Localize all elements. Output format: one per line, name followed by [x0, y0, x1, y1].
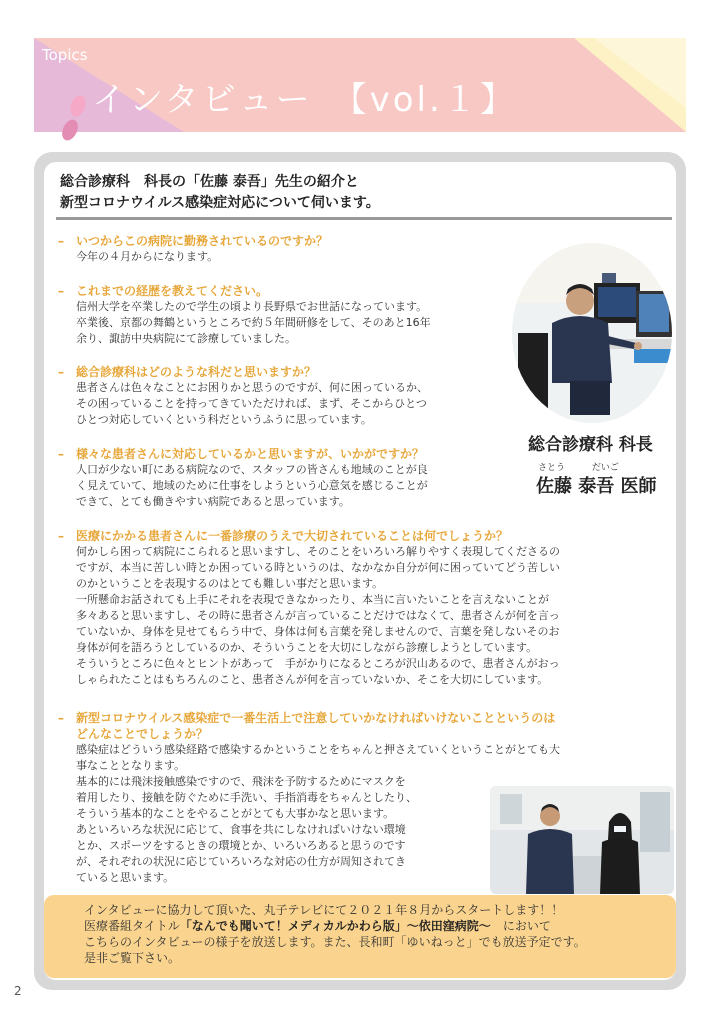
interview-photo: [490, 786, 674, 894]
question-2: – これまでの経歴を教えてください。: [58, 284, 269, 298]
answer-1: 今年の４月からになります。: [76, 250, 219, 263]
topics-label: Topics: [42, 46, 88, 64]
intro-heading: 総合診療科 科長の「佐藤 泰吾」先生の紹介と 新型コロナウイルス感染症対応について伺います。: [60, 174, 380, 211]
doctor-name-reading: さとう だいご: [538, 463, 619, 473]
answer-6: 感染症はどういう感染経路で感染するかということをちゃんと押さえていくということがとても大 事なこととなります。: [76, 743, 560, 772]
program-title: 「なんでも聞いて！メディカルかわら版」～依田窪病院～: [179, 919, 491, 933]
question-4: – 様々な患者さんに対応しているかと思いますが、いかがですか？: [58, 447, 425, 461]
answer-5: 何かしら困って病院にこられると思いますし、そのことをいろいろ解りやすく表現してくださるの ですが、本当に苦しい時とか困っている時というのは、なかなか自分が何に困っていてどう苦しい のかということを表現するのはとても難しい事だと思います。 一所懸命お話されても上手にそれを表現できなかったり、本当に言いたいことを言えないことが 多々あると思いますし、その時に患者さんが言っていることだけではなくて、患者さんが何を言っ ていないか、身体を見せてもらう中で、身体は何も言葉を発しませんので、言葉を発しないそのお 身体が何を語ろうとしているのか、そういうことを大切にしながら診療しようとしています。 そういうところに色々とヒントがあって 手がかりになるところが沢山あるので、患者さんがおっ しゃられたことはもちろんのこと、患者さんが何を言っていないか、そこを大切にしています。: [76, 545, 560, 686]
broadcast-notice: インタビューに協力して頂いた、丸子テレビにて２０２１年８月からスタートします！！ 医療番組タイトル「なんでも聞いて！メディカルかわら版」～依田窪病院～ において こちらのインタビューの様子を放送します。また、長和町「ゆいねっと」でも放送予定です。 是非ご覧下さい。: [84, 903, 586, 965]
question-6: – 新型コロナウイルス感染症で一番生活上で注意していかなければいけないことというのは: [58, 711, 556, 725]
heading-divider: [56, 217, 672, 220]
sakura-petal-icon: [60, 92, 90, 148]
answer-2: 信州大学を卒業したので学生の頃より長野県でお世話になっています。 卒業後、京都の舞鶴というところで約５年間研修をして、そのあと16年 余り、諏訪中央病院にて診療していました。: [76, 300, 431, 345]
doctor-name: 佐藤 泰吾 医師: [536, 476, 657, 497]
page-number: 2: [14, 984, 22, 998]
answer-3: 患者さんは色々なことにお困りかと思うのですが、何に困っているか、 その困っていることを持ってきていただければ、まず、そこからひとつ ひとつ対応していくという科だというふうに思っています。: [76, 381, 428, 426]
doctor-at-desk-image: [512, 243, 672, 423]
page-title: インタビュー 【vol.１】: [92, 80, 517, 120]
question-5: – 医療にかかる患者さんに一番診療のうえで大切されていることは何でしょうか？: [58, 529, 509, 543]
doctor-photo: [512, 243, 672, 423]
question-6-continued: どんなことでしょうか？: [76, 727, 209, 741]
answer-6-continued: 基本的には飛沫接触感染ですので、飛沫を予防するためにマスクを 着用したり、接触を防ぐために手洗い、手指消毒をちゃんとしたり、 そういう基本的なことをやることがとても大事かなと思います。 あといろいろな状況に応じて、食事を共にしなければいけない環境 とか、スポーツをするときの環境とか、いろいろあると思うのです が、それぞれの状況に応じていろいろな対応の仕方が周知されてき ていると思います。: [76, 775, 417, 884]
question-3: – 総合診療科はどのような科だと思いますか？: [58, 365, 317, 379]
header-banner: [34, 38, 686, 132]
interview-scene-image: [490, 786, 674, 894]
doctor-role: 総合診療科 科長: [528, 435, 653, 455]
question-1: – いつからこの病院に勤務されているのですか？: [58, 234, 329, 248]
answer-4: 人口が少ない町にある病院なので、スタッフの皆さんも地域のことが良 く見えていて、地域のために仕事をしようという心意気を感じることが できて、とても働きやすい病院であると思っています。: [76, 463, 428, 508]
